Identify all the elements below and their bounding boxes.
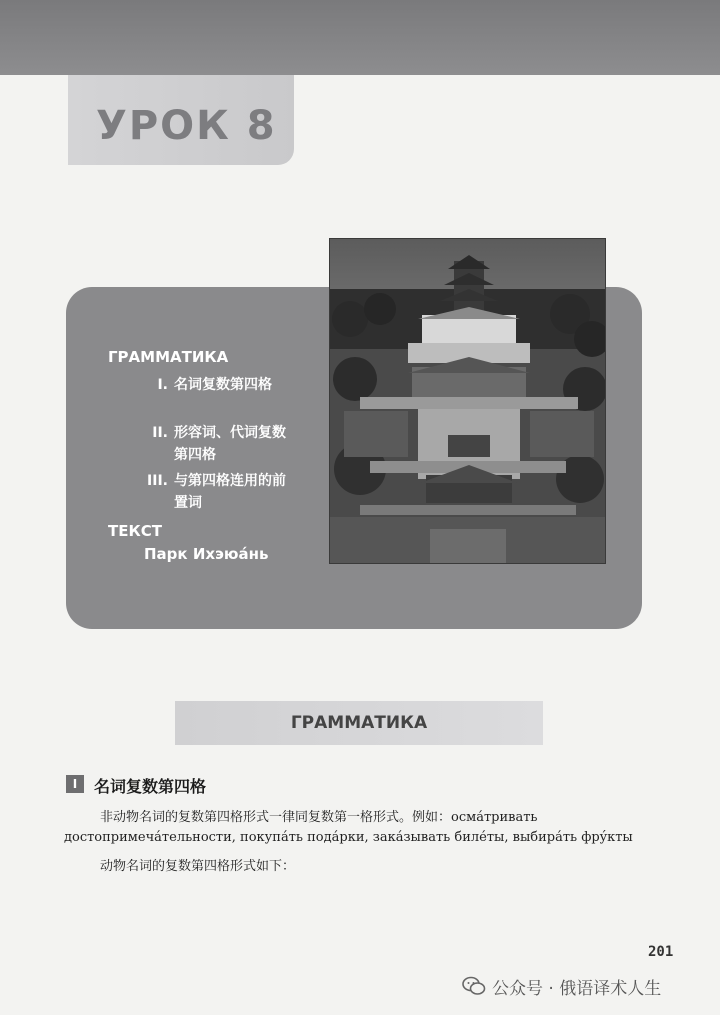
grammar-section-title: ГРАММАТИКА bbox=[290, 713, 428, 733]
contents-text-title: Парк Ихэюáнь bbox=[144, 545, 269, 563]
subsection-marker: I bbox=[66, 775, 84, 793]
contents-item-text: 形容词、代词复数第四格 bbox=[174, 425, 286, 463]
contents-item-number: III. bbox=[147, 473, 168, 489]
contents-grammar-heading: ГРАММАТИКА bbox=[108, 348, 229, 366]
body-line-2: достопримечáтельности, покупáть подáрки, закáзывать билéты, выбирáть фрýкты bbox=[64, 830, 633, 845]
summer-palace-photo bbox=[329, 238, 606, 564]
top-header-band bbox=[0, 0, 720, 75]
body-line-3: 动物名词的复数第四格形式如下： bbox=[100, 859, 296, 874]
watermark-text: 公众号 · 俄语译术人生 bbox=[492, 978, 662, 999]
contents-text-heading: ТЕКСТ bbox=[108, 522, 162, 540]
contents-item-text: 与第四格连用的前置词 bbox=[174, 473, 286, 511]
contents-item-text: 名词复数第四格 bbox=[174, 377, 272, 393]
contents-item-number: I. bbox=[157, 377, 168, 393]
watermark bbox=[462, 974, 661, 998]
subsection-title: 名词复数第四格 bbox=[94, 777, 207, 796]
lesson-title: УРОК 8 bbox=[96, 103, 277, 149]
grammar-section-bar bbox=[175, 701, 543, 745]
body-line-1: 非动物名词的复数第四格形式一律同复数第一格形式。例如：осмáтривать bbox=[100, 810, 538, 825]
wechat-icon bbox=[462, 976, 486, 996]
page-number: 201 bbox=[648, 944, 674, 960]
photo-illustration bbox=[330, 239, 606, 564]
contents-item-number: II. bbox=[152, 425, 168, 441]
